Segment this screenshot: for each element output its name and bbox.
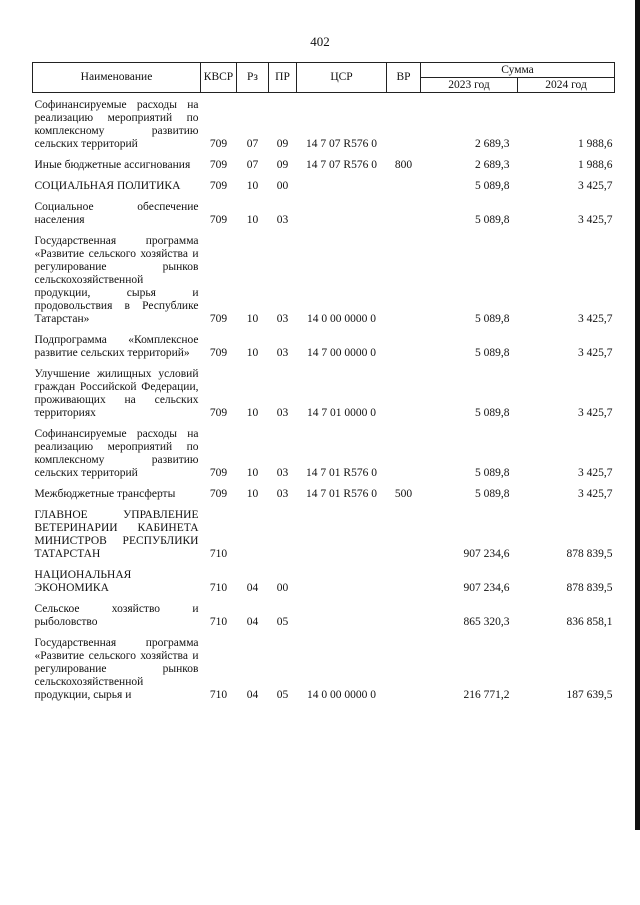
row-name: Государственная программа «Развитие сельского хозяйства и регулирование рынков сельскохозяйственной продукции, сырья и — [34, 637, 199, 701]
row-kvsr: 710 — [209, 689, 228, 701]
row-sum-2024: 1 988,6 — [578, 138, 613, 150]
row-pr: 05 — [276, 689, 289, 701]
row-kvsr: 709 — [209, 313, 228, 325]
row-sum-2024: 3 425,7 — [578, 214, 613, 226]
row-kvsr: 710 — [209, 582, 228, 594]
row-sum-2024: 3 425,7 — [578, 347, 613, 359]
row-rz: 10 — [246, 214, 259, 226]
header-pr: ПР — [269, 63, 297, 93]
row-csr: 14 7 07 R576 0 — [306, 159, 377, 171]
table-row — [33, 597, 615, 631]
row-sum-2024: 3 425,7 — [578, 488, 613, 500]
row-sum-2023: 5 089,8 — [475, 467, 510, 479]
row-name: Иные бюджетные ассигнования — [34, 159, 191, 171]
row-pr: 03 — [276, 347, 289, 359]
row-csr — [297, 563, 387, 597]
table-row — [33, 362, 615, 422]
row-vr: 500 — [394, 488, 413, 500]
row-sum-2023: 865 320,3 — [463, 616, 510, 628]
row-name: ГЛАВНОЕ УПРАВЛЕНИЕ ВЕТЕРИНАРИИ КАБИНЕТА МИНИСТРОВ РЕСПУБЛИКИ ТАТАРСТАН — [34, 509, 199, 560]
table-row — [33, 631, 615, 704]
row-name: СОЦИАЛЬНАЯ ПОЛИТИКА — [34, 180, 181, 192]
row-rz: 07 — [246, 138, 259, 150]
row-vr — [387, 362, 421, 422]
row-rz: 04 — [246, 616, 259, 628]
table-body — [33, 93, 615, 705]
row-rz: 10 — [246, 347, 259, 359]
row-kvsr: 709 — [209, 159, 228, 171]
row-kvsr: 709 — [209, 347, 228, 359]
header-name: Наименование — [33, 63, 201, 93]
row-pr: 09 — [276, 138, 289, 150]
row-sum-2024: 3 425,7 — [578, 313, 613, 325]
row-sum-2023: 5 089,8 — [475, 347, 510, 359]
row-sum-2023: 2 689,3 — [475, 138, 510, 150]
row-kvsr: 709 — [209, 488, 228, 500]
row-vr — [387, 631, 421, 704]
row-sum-2023: 5 089,8 — [475, 214, 510, 226]
row-name: НАЦИОНАЛЬНАЯ ЭКОНОМИКА — [34, 569, 132, 594]
row-csr: 14 7 01 0000 0 — [307, 407, 376, 419]
row-name: Подпрограмма «Комплексное развитие сельских территорий» — [34, 334, 199, 359]
row-pr: 03 — [276, 407, 289, 419]
row-pr: 05 — [276, 616, 289, 628]
table-row — [33, 174, 615, 195]
row-csr: 14 7 01 R576 0 — [306, 467, 377, 479]
header-year-2023: 2023 год — [421, 78, 518, 93]
row-pr: 03 — [276, 467, 289, 479]
row-rz: 04 — [246, 582, 259, 594]
row-csr — [297, 503, 387, 563]
row-name: Софинансируемые расходы на реализацию мероприятий по комплексному развитию сельских территорий — [34, 99, 199, 150]
row-rz: 10 — [246, 467, 259, 479]
row-sum-2023: 5 089,8 — [475, 313, 510, 325]
row-sum-2023: 5 089,8 — [475, 407, 510, 419]
table-row — [33, 93, 615, 154]
header-sum: Сумма — [421, 63, 615, 78]
row-csr — [297, 174, 387, 195]
row-pr: 09 — [276, 159, 289, 171]
header-year-2024: 2024 год — [518, 78, 615, 93]
row-kvsr: 709 — [209, 180, 228, 192]
table-row — [33, 195, 615, 229]
row-kvsr: 709 — [209, 407, 228, 419]
table-row — [33, 482, 615, 503]
row-pr: 03 — [276, 214, 289, 226]
row-sum-2023: 907 234,6 — [463, 582, 510, 594]
row-vr — [387, 195, 421, 229]
table-row — [33, 229, 615, 328]
row-name: Государственная программа «Развитие сельского хозяйства и регулирование рынков сельскохозяйственной продукции, сырья и продовольствия в Республике Татарстан» — [34, 235, 199, 325]
row-vr — [387, 422, 421, 482]
row-csr: 14 7 07 R576 0 — [306, 138, 377, 150]
row-name: Межбюджетные трансферты — [34, 488, 176, 500]
row-rz: 10 — [246, 488, 259, 500]
row-csr: 14 0 00 0000 0 — [307, 313, 376, 325]
row-pr: 03 — [276, 488, 289, 500]
row-rz: 10 — [246, 180, 259, 192]
row-pr: 00 — [276, 180, 289, 192]
row-sum-2024: 3 425,7 — [578, 407, 613, 419]
row-sum-2024: 836 858,1 — [566, 616, 613, 628]
row-vr — [387, 328, 421, 362]
table-row — [33, 153, 615, 174]
row-kvsr: 709 — [209, 214, 228, 226]
row-csr — [297, 597, 387, 631]
row-sum-2024: 878 839,5 — [566, 582, 613, 594]
row-pr: 00 — [276, 582, 289, 594]
row-vr — [387, 174, 421, 195]
row-csr: 14 7 01 R576 0 — [306, 488, 377, 500]
row-csr: 14 0 00 0000 0 — [307, 689, 376, 701]
row-rz: 10 — [246, 313, 259, 325]
row-name: Софинансируемые расходы на реализацию мероприятий по комплексному развитию сельских территорий — [34, 428, 199, 479]
row-kvsr: 709 — [209, 467, 228, 479]
row-sum-2024: 187 639,5 — [566, 689, 613, 701]
row-rz: 10 — [246, 407, 259, 419]
header-rz: Рз — [237, 63, 269, 93]
row-kvsr: 710 — [209, 548, 228, 560]
row-sum-2023: 907 234,6 — [463, 548, 510, 560]
row-sum-2023: 2 689,3 — [475, 159, 510, 171]
row-sum-2023: 5 089,8 — [475, 180, 510, 192]
row-csr: 14 7 00 0000 0 — [307, 347, 376, 359]
row-vr: 800 — [394, 159, 413, 171]
row-rz — [237, 503, 269, 563]
row-rz: 07 — [246, 159, 259, 171]
header-kvsr: КВСР — [201, 63, 237, 93]
header-csr: ЦСР — [297, 63, 387, 93]
row-sum-2024: 3 425,7 — [578, 467, 613, 479]
row-sum-2023: 216 771,2 — [463, 689, 510, 701]
row-name: Сельское хозяйство и рыболовство — [34, 603, 199, 628]
table-row — [33, 328, 615, 362]
row-sum-2024: 1 988,6 — [578, 159, 613, 171]
scan-edge-bar — [635, 0, 640, 830]
table-row — [33, 503, 615, 563]
row-pr: 03 — [276, 313, 289, 325]
row-vr — [387, 503, 421, 563]
row-name: Улучшение жилищных условий граждан Российской Федерации, проживающих на сельских территориях — [34, 368, 199, 419]
table-header — [33, 63, 615, 93]
table-row — [33, 422, 615, 482]
row-sum-2024: 878 839,5 — [566, 548, 613, 560]
row-vr — [387, 229, 421, 328]
budget-table — [32, 62, 614, 704]
row-vr — [387, 93, 421, 154]
row-pr — [269, 503, 297, 563]
header-vr: ВР — [387, 63, 421, 93]
row-kvsr: 710 — [209, 616, 228, 628]
table-row — [33, 563, 615, 597]
row-vr — [387, 563, 421, 597]
row-sum-2024: 3 425,7 — [578, 180, 613, 192]
row-csr — [297, 195, 387, 229]
row-rz: 04 — [246, 689, 259, 701]
page-number: 402 — [310, 34, 330, 49]
row-vr — [387, 597, 421, 631]
row-kvsr: 709 — [209, 138, 228, 150]
row-sum-2023: 5 089,8 — [475, 488, 510, 500]
row-name: Социальное обеспечение населения — [34, 201, 199, 226]
